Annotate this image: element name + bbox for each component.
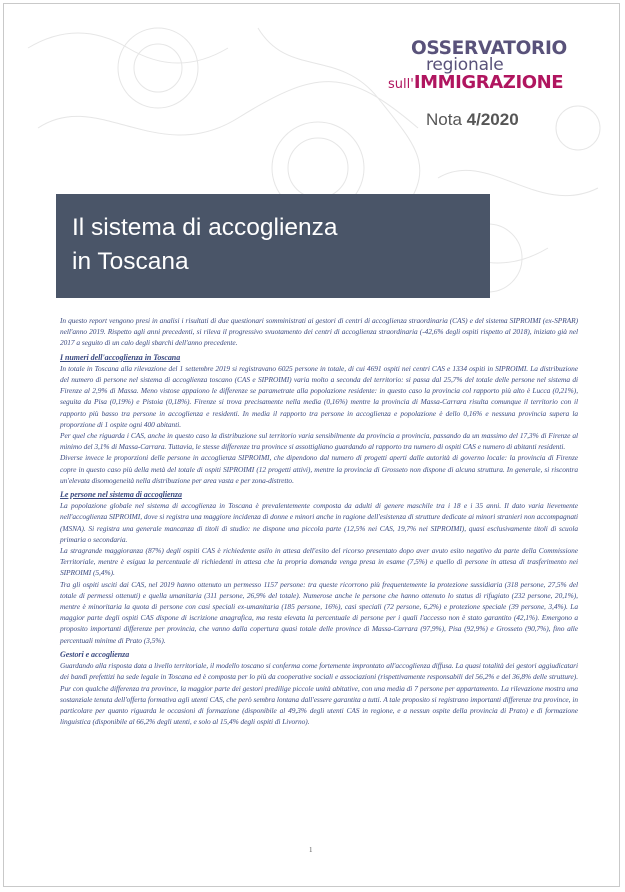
title-line-1: Il sistema di accoglienza [72,214,338,241]
logo-sull: sull' [388,77,414,92]
paragraph: Per quel che riguarda i CAS, anche in questo caso la distribuzione sul territorio varia sensibilmente da provincia a provincia, passando da un massimo del 17,3% di Firenze al minimo del 3,1% di Massa-Carrara. Tuttavia, le stesse differenze tra province si assottigliano guardando al rapporto tra numero di ospiti CAS e numero di abitanti residenti. [60,431,578,452]
note-value: 4/2020 [466,110,519,129]
observatory-logo [388,40,588,95]
paragraph: La popolazione globale nel sistema di accoglienza in Toscana è prevalentemente composta da adulti di genere maschile tra i 18 e i 35 anni. Il dato varia lievemente nell'accoglienza SIPROIMI, dove si registra una maggiore incidenza di donne e minori anche in ragione dell'esistenza di strutture dedicate ai minori stranieri non accompagnati (MSNA). Si registra una generale mancanza di titoli di studio: ne dispone una piccola parte (12,5% nei CAS, 19,7% nei SIPROIMI), quasi esclusivamente titoli di scuola primaria o secondaria. [60,501,578,544]
section-heading-persone: Le persone nel sistema di accoglienza [60,490,182,500]
note-label: Nota [426,110,462,129]
paragraph: In totale in Toscana alla rilevazione del 1 settembre 2019 si registravano 6025 persone in totale, di cui 4691 ospiti nei centri CAS e 1334 ospiti in SIPROIMI. La distribuzione del numero di persone nel sistema di accoglienza toscano (CAS e SIPROIMI) varia molto a seconda del territorio: si passa dal 25,7% del totale delle persone nel sistema di Firenze al 2,9% di Massa. Meno vistose appaiono le differenze se parametrate alla popolazione residente: in questo caso la provincia col rapporto più alto è Lucca (0,21%), seguita da Pisa (0,19%) e Pistoia (0,18%). Firenze si trova precisamente nella media (0,16%) mentre la provincia di Massa-Carrara risulta comunque il territorio con il rapporto più basso tra persone in accoglienza e residenti. In media il rapporto tra persone in accoglienza e popolazione è dello 0,16% e nessuna provincia supera la proporzione di 1 ospite ogni 400 abitanti. [60,363,578,429]
title-banner [56,194,490,298]
title-line-2: in Toscana [72,248,189,275]
paragraph: Diverse invece le proporzioni delle persone in accoglienza SIPROIMI, che dipendono dal numero di progetti aperti dalle autorità di governo locale: la provincia di Firenze copre in questo caso più della metà del totale di ospiti SIPROIMI (12 progetti attivi), mentre la provincia di Grosseto non dispone di alcuna struttura. In generale, si riscontra un'elevata disomogeneità nella distribuzione per area vasta e per zona-distretto. [60,453,578,485]
page-title [72,211,482,279]
page-number: 1 [309,846,313,854]
note-number [426,110,519,130]
paragraph: Guardando alla risposta data a livello territoriale, il modello toscano si conferma come fortemente improntato all'accoglienza diffusa. La quasi totalità dei gestori aggiudicatari dei bandi prefettizi ha sede legale in Toscana ed è composta per lo più da cooperative sociali e associazioni (rispettivamente responsabili del 56,2% e del 36,8% delle strutture). Pur con qualche differenza tra province, la maggior parte dei gestori predilige piccole unità abitative, con una media di 7 persone per appartamento. La rilevazione mostra una sostanziale tenuta dell'offerta formativa agli utenti CAS, che però sembra lontana dall'essere garantita a tutti. A tale proposito si registrano importanti differenze tra province, in particolare per quanto riguarda le occasioni di formazione (disponibile al 49,3% degli utenti CAS in regione, e a nessun ospite della provincia di Prato) e di formazione linguistica (disponibile al 66,2% degli utenti, e solo al 15,4% degli ospiti di Livorno). [60,661,578,727]
paragraph: La stragrande maggioranza (87%) degli ospiti CAS è richiedente asilo in attesa dell'esito del ricorso presentato dopo aver avuto esito negativo da parte della Commissione Territoriale, mentre è esigua la percentuale di richiedenti in attesa che la propria domanda venga presa in esame (7,5%) e quello di persone in attesa di trasferimento nei SIPROIMI (5,4%). [60,546,578,578]
logo-immigrazione: IMMIGRAZIONE [413,72,564,93]
paragraph: Tra gli ospiti usciti dai CAS, nel 2019 hanno ottenuto un permesso 1157 persone: tra queste ricorrono più frequentemente la protezione sussidiaria (318 persone, 27,5% del totale di permessi ottenuti) e quella umanitaria (311 persone, 26,9% del totale). Numerose anche le persone che hanno ottenuto lo status di rifugiato (232 persone, 20,1%), mentre è minoritaria la quota di persone con casi speciali ex-umanitaria (185 persone, 16%), casi speciali (72 persone, 6,2%) e protezione speciale (39 persone, 3,4%). La maggior parte degli ospiti CAS dispone di iscrizione anagrafica, ma resta elevata la percentuale di persone per i quali l'accesso non è stato garantito (42,1%). Emergono a proposito importanti differenze per provincia, che vanno dalla copertura quasi totale delle province di Massa-Carrara (97,9%), Pisa (92,9%) e Grosseto (90,7%), fino alle percentuali minime di Prato (3,5%). [60,579,578,645]
intro-paragraph: In questo report vengono presi in analisi i risultati di due questionari somministrati ai gestori di centri di accoglienza straordinaria (CAS) e del sistema SIPROIMI (ex-SPRAR) nell'anno 2019. Rispetto agli anni precedenti, si rileva il progressivo svuotamento dei centri di accoglienza straordinaria (-42,6% degli ospiti rispetto al 2018), iniziato già nel 2017 a seguito di un calo degli sbarchi dell'anno precedente. [60,316,578,348]
section-heading-numeri: I numeri dell'accoglienza in Toscana [60,352,181,362]
logo-line-regionale: regionale [426,55,504,75]
section-heading-gestori: Gestori e accoglienza [60,649,130,659]
logo-line-immigrazione [388,73,588,95]
document-body [60,315,578,727]
logo-line-osservatorio: OSSERVATORIO [411,38,567,59]
